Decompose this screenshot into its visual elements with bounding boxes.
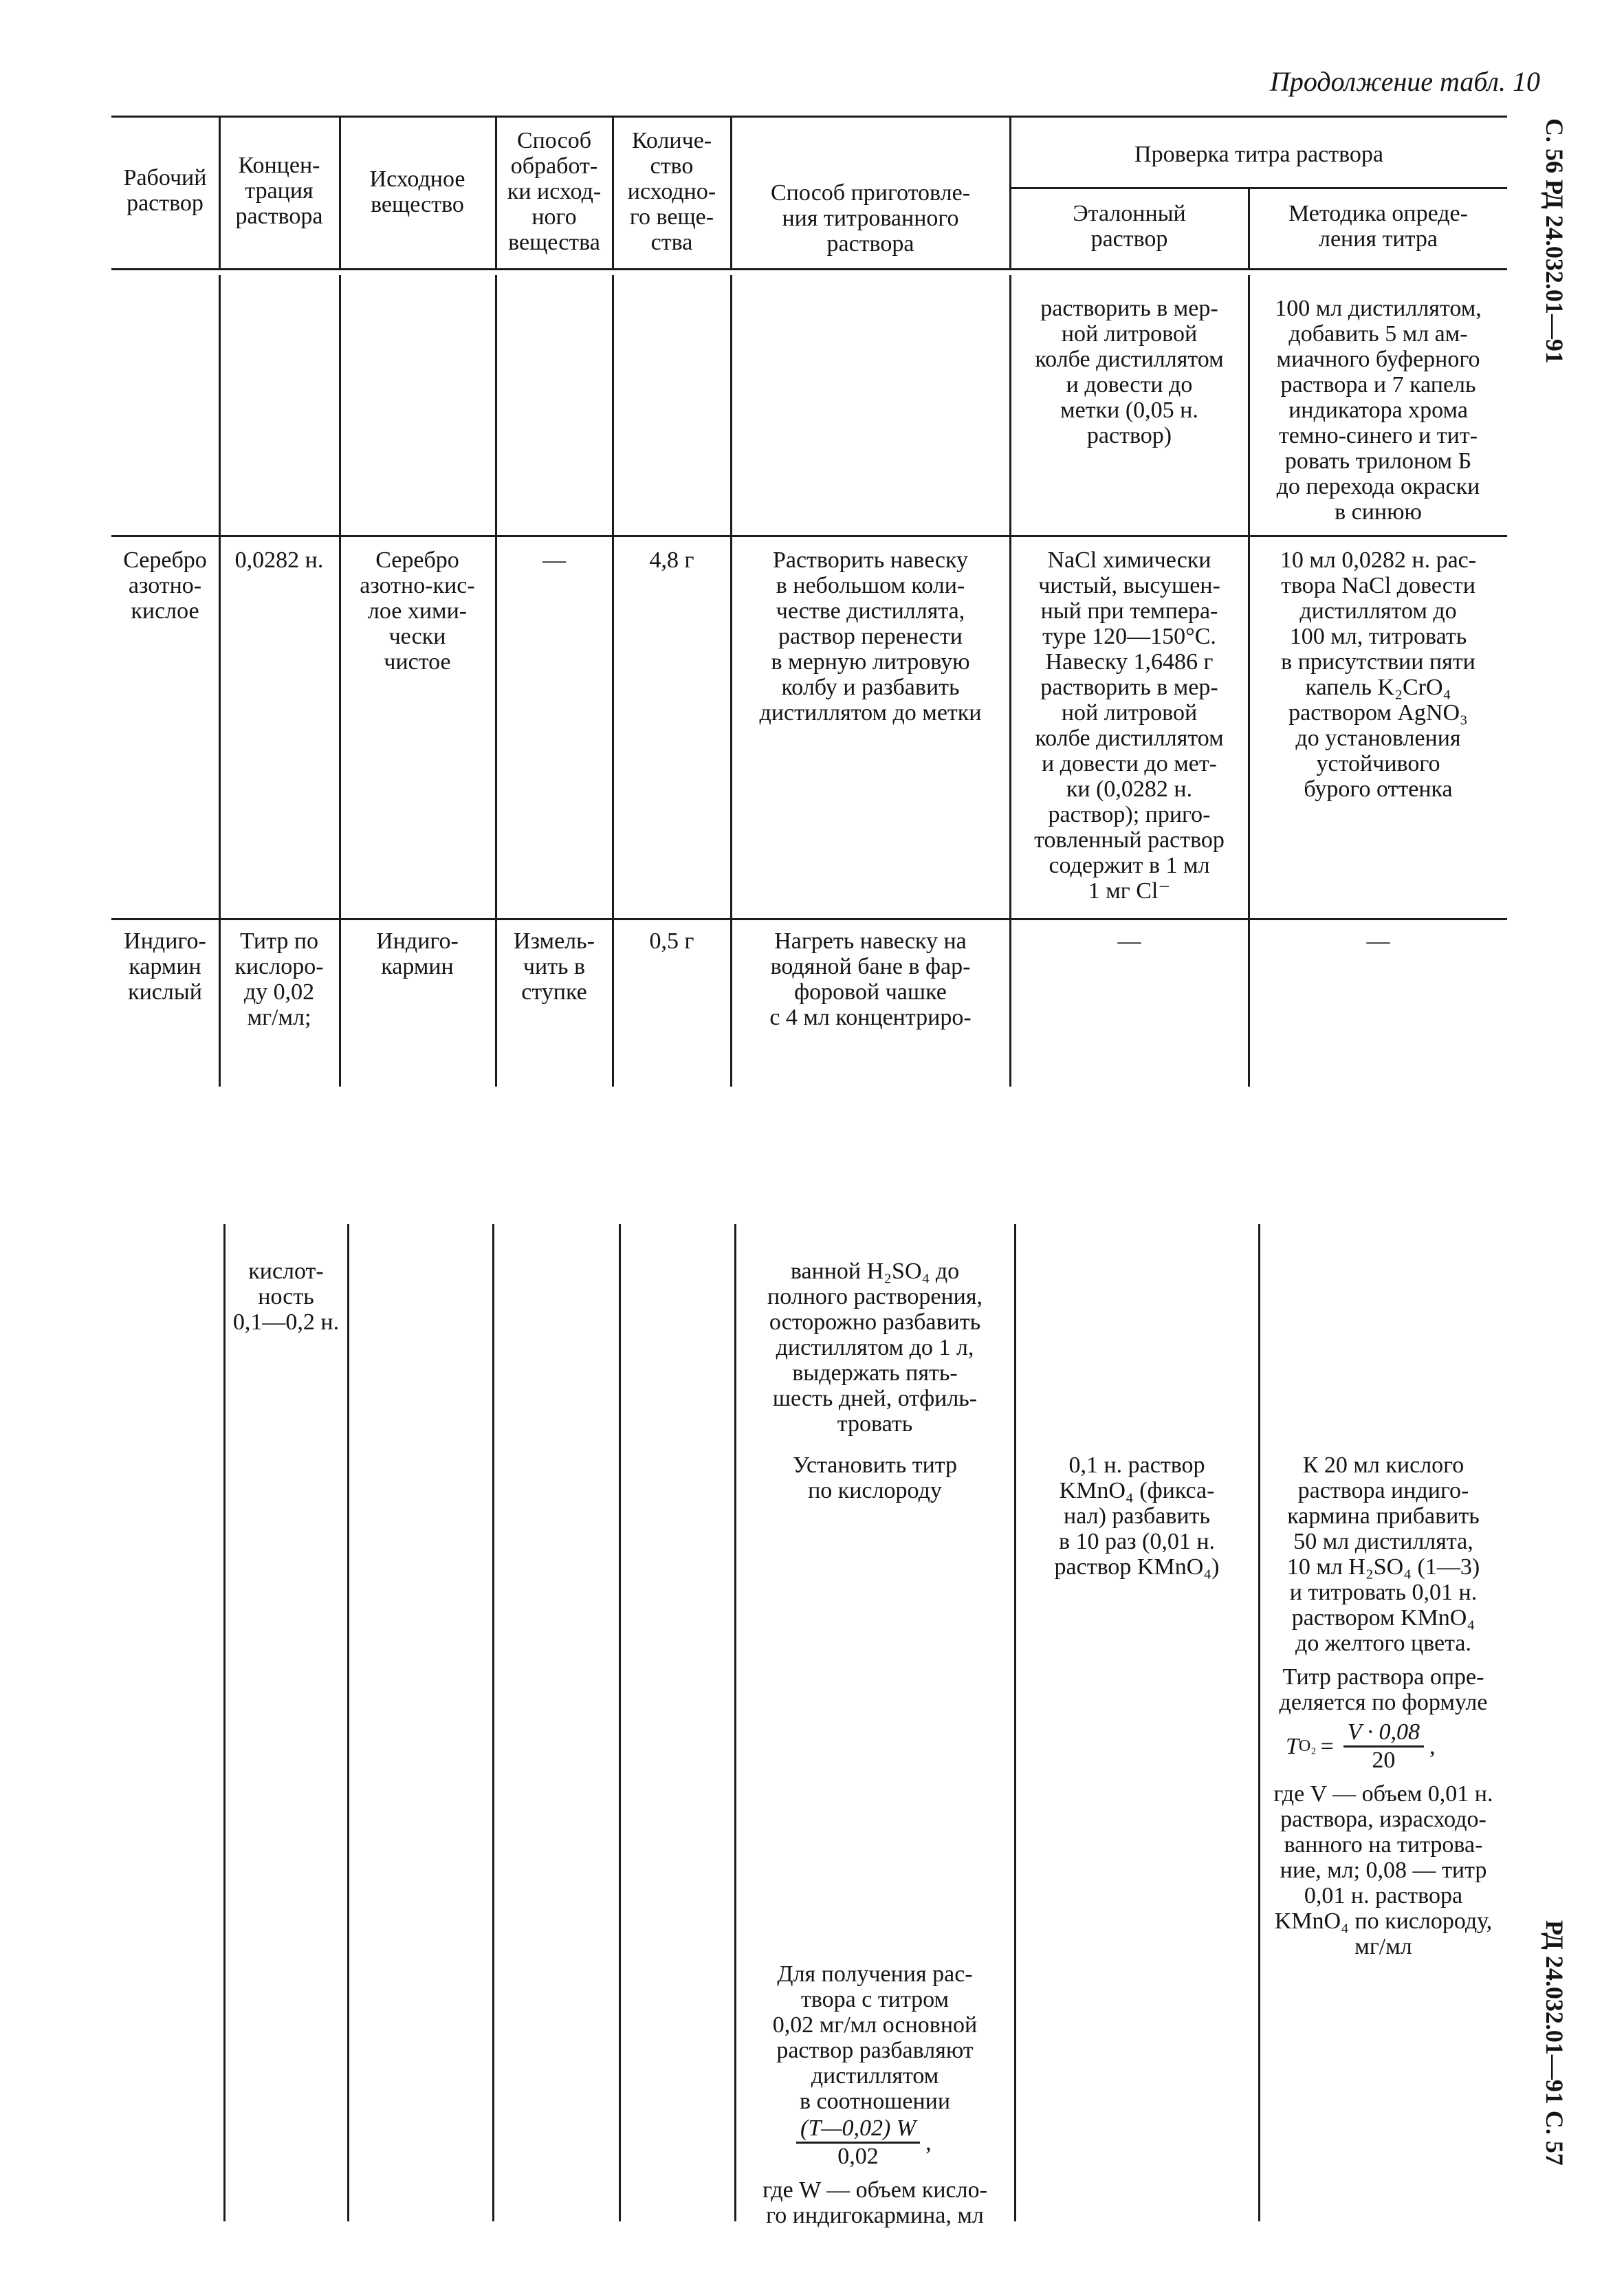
table-cell-concentration: 0,0282 н. bbox=[234, 547, 324, 573]
header-concentration: Концен- трация раствора bbox=[235, 153, 323, 229]
formula-numerator: (T—0,02) W bbox=[796, 2115, 920, 2144]
formula-denominator: 20 bbox=[1372, 1748, 1396, 1773]
header-bottom-rule bbox=[111, 268, 1507, 270]
table-cell-preparation: Установить титр по кислороду bbox=[792, 1452, 958, 1503]
page-side-label-bottom: РД 24.032.01—91 С. 57 bbox=[1541, 1920, 1568, 2166]
table-cell-solution: Серебро азотно- кислое bbox=[123, 547, 207, 624]
dilution-formula: $\frac{(T—0,02) W}{0,02}$ , bbox=[791, 2115, 932, 2170]
header-substance-amount: Количе- ство исходно- го веще- ства bbox=[627, 128, 716, 255]
table-cell-reference: — bbox=[1117, 928, 1141, 954]
table-cell-method: — bbox=[1366, 928, 1390, 954]
table-cell-method: Титр раствора опре- деляется по формуле bbox=[1279, 1664, 1488, 1715]
table-cell-method: где V — объем 0,01 н. раствора, израсходо- ванного на титрова- ние, мл; 0,08 — титр 0,01 н. раствора KMnO₄ по кислороду, мг/мл bbox=[1273, 1781, 1493, 1959]
table-cell-method: 100 мл дистиллятом, добавить 5 мл ам- миачного буферного раствора и 7 капель индикатора хрома темно-синего и тит- ровать трилоном Б до перехода окраски в синюю bbox=[1275, 296, 1482, 525]
col-divider bbox=[223, 1224, 226, 2221]
table-cell-reference: 0,1 н. раствор KMnO₄ (фикса- нал) разбавить в 10 раз (0,01 н. раствор KMnO₄) bbox=[1054, 1452, 1220, 1580]
table-cell-amount: 0,5 г bbox=[649, 928, 694, 954]
formula-numerator: V · 0,08 bbox=[1343, 1719, 1424, 1748]
table-cell-amount: 4,8 г bbox=[649, 547, 694, 573]
formula-lhs: T bbox=[1286, 1733, 1299, 1759]
table-cell-preparation: где W — объем кисло- го индигокармина, мл bbox=[762, 2177, 987, 2228]
table-cell-preparation: Для получения рас- твора с титром 0,02 мг/мл основной раствор разбавляют дистиллятом в соотношении bbox=[772, 1961, 978, 2114]
table-cell-reference: растворить в мер- ной литровой колбе дистиллятом и довести до метки (0,05 н. раствор) bbox=[1035, 296, 1224, 448]
table-cell-substance: Серебро азотно-кис- лое хими- чески чистое bbox=[360, 547, 475, 675]
table-cell-concentration: кислот- ность 0,1—0,2 н. bbox=[232, 1259, 340, 1335]
table-cell-preparation: ванной H₂SO₄ до полного растворения, осторожно разбавить дистиллятом до 1 л, выдержать пять- шесть дней, отфиль- тровать bbox=[767, 1259, 983, 1437]
col-divider bbox=[492, 1224, 494, 2221]
formula-denominator: 0,02 bbox=[837, 2144, 879, 2169]
table-cell-substance: Индиго- кармин bbox=[376, 928, 459, 979]
page-side-label-top: С. 56 РД 24.032.01—91 bbox=[1541, 118, 1568, 364]
table-cell-method: К 20 мл кислого раствора индиго- кармина прибавить 50 мл дистиллята, 10 мл H₂SO₄ (1—3) и титровать 0,01 н. раствором KMnO₄ до желтого цвета. bbox=[1286, 1452, 1480, 1656]
row-rule-2 bbox=[111, 918, 1507, 920]
table-cell-reference: NaCl химически чистый, высушен- ный при темпера- туре 120—150°С. Навеску 1,6486 г растворить в мер- ной литровой колбе дистиллятом и довести до мет- ки (0,0282 н. раствор); приго- товленный раствор содержит в 1 мл 1 мг Cl⁻ bbox=[1034, 547, 1225, 904]
header-titer-method: Методика опреде- ления титра bbox=[1288, 201, 1468, 252]
table-cell-processing: Измель- чить в ступке bbox=[514, 928, 595, 1005]
header-working-solution: Рабочий раствор bbox=[123, 165, 207, 216]
titer-formula: T O₂ = $\frac{V \cdot 0,08}{20}$ , bbox=[1286, 1719, 1436, 1773]
header-subgroup-rule bbox=[1011, 187, 1507, 189]
table-continuation-label: Продолжение табл. 10 bbox=[1269, 66, 1540, 97]
formula-lhs-subscript: O₂ bbox=[1298, 1737, 1317, 1755]
row-rule-1 bbox=[111, 535, 1507, 537]
header-preparation-method: Способ приготовле- ния титрованного раствора bbox=[770, 180, 971, 257]
col-divider bbox=[1258, 1224, 1260, 2221]
col-divider bbox=[1014, 1224, 1016, 2221]
table-cell-concentration: Титр по кислоро- ду 0,02 мг/мл; bbox=[234, 928, 324, 1030]
table-cell-preparation: Растворить навеску в небольшом коли- честве дистиллята, раствор перенести в мерную литровую колбу и разбавить дистиллятом до метки bbox=[759, 547, 982, 726]
col-divider bbox=[619, 1224, 621, 2221]
header-titer-check: Проверка титра раствора bbox=[1134, 142, 1383, 167]
col-divider bbox=[347, 1224, 349, 2221]
header-processing-method: Способ обработ- ки исход- ного вещества bbox=[507, 128, 602, 255]
header-source-substance: Исходное вещество bbox=[369, 166, 465, 217]
header-reference-solution: Эталонный раствор bbox=[1073, 201, 1186, 252]
table-top-rule bbox=[111, 116, 1507, 118]
table-cell-preparation: Нагреть навеску на водяной бане в фар- форовой чашке с 4 мл концентриро- bbox=[769, 928, 972, 1030]
col-divider bbox=[612, 275, 614, 1087]
table-cell-solution: Индиго- кармин кислый bbox=[124, 928, 206, 1005]
table-cell-processing: — bbox=[542, 547, 566, 573]
table-cell-method: 10 мл 0,0282 н. рас- твора NaCl довести дистиллятом до 100 мл, титровать в присутствии пяти капель K₂CrO₄ раствором AgNO₃ до установления устойчивого бурого оттенка bbox=[1280, 547, 1477, 802]
